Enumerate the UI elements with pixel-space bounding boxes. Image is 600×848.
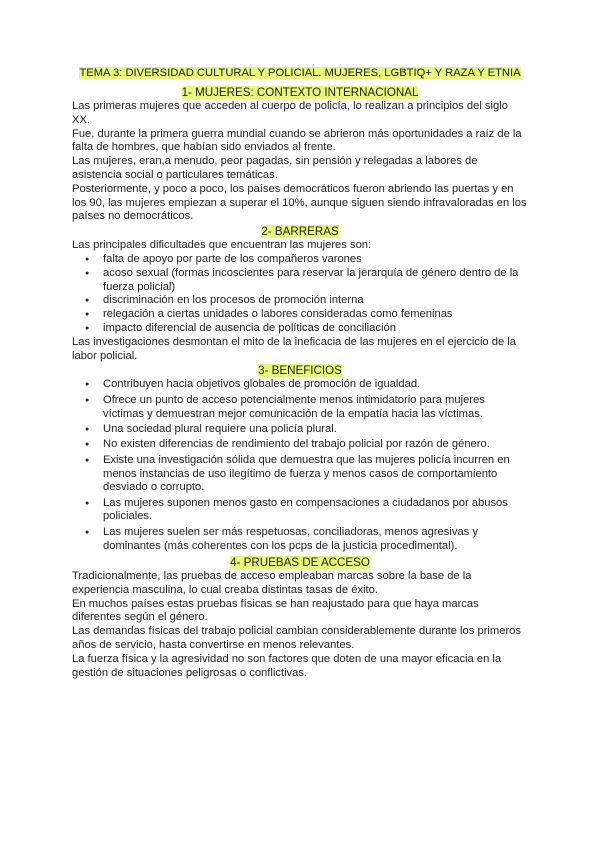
list-item: ● falta de apoyo por parte de los compañeros varones [92,253,528,267]
paragraph: Las demandas físicas del trabajo policial cambian considerablemente durante los primeros años de servicio, hasta convertirse en menos relevantes. [72,625,521,652]
document-title [78,66,522,81]
list-item: ● Las mujeres suelen ser más respetuosas, conciliadoras, menos agresivas y dominantes (más coherentes con los pcps de la justicia procedimental). [92,526,528,554]
section-4-heading: 4- PRUEBAS DE ACCESO [230,556,370,570]
paragraph: En muchos países estas pruebas físicas se han reajustado para que haya marcas diferentes según el género. [72,597,479,624]
section-heading [72,555,528,570]
section-3-heading: 3- BENEFICIOS [258,364,342,378]
list-item: ● relegación a ciertas unidades o labores consideradas como femeninas [92,308,528,322]
list-item: ● No existen diferencias de rendimiento del trabajo policial por razón de género. [92,438,528,452]
list-item: ● Existe una investigación sólida que demuestra que las mujeres policía incurren en menos instancias de uso ilegítimo de fuerza y menos casos de comportamiento desviado o corrupto. [92,454,528,495]
title-text: TEMA 3: DIVERSIDAD CULTURAL Y POLICIAL. MUJERES, LGBTIQ+ Y RAZA Y ETNIA [79,67,521,79]
list-item: ● discriminación en los procesos de promoción interna [92,294,528,308]
section-2-heading: 2- BARRERAS [261,225,339,239]
barreras-list [72,253,528,336]
section-heading [72,85,528,100]
section-mujeres [72,85,528,224]
section-heading [72,363,528,378]
list-item: ● Ofrece un punto de acceso potencialmente menos intimidatorio para mujeres víctimas y demuestran mejor comunicación de la empatía hacia las víctimas. [92,394,528,422]
paragraph: Tradicionalmente, las pruebas de acceso empleaban marcas sobre la base de la experiencia masculina, lo cual creaba distintas tasas de éxito. [72,570,472,596]
section-barreras [72,224,528,363]
paragraph: Posteriormente, y poco a poco, los países democráticos fueron abriendo las puertas y en los 90, las mujeres empiezan a superar el 10%, aunque siguen siendo infravaloradas en los países no democráticos. [72,182,527,223]
paragraph: Fue, durante la primera guerra mundial cuando se abrieron más oportunidades a raíz de la falta de hombres, que habían sido enviados al frente. [72,127,522,154]
list-item: ● Una sociedad plural requiere una policía plural. [92,423,528,437]
section-1-heading: 1- MUJERES: CONTEXTO INTERNACIONAL [181,86,419,99]
list-item: ● impacto diferencial de ausencia de políticas de conciliación [92,322,528,336]
list-item: ● acoso sexual (formas incoscientes para reservar la jerarquía de género dentro de la fuerza policial) [92,267,528,295]
list-item: ● Contribuyen hacia objetivos globales de promoción de igualdad. [92,378,528,392]
list-item: ● Las mujeres suponen menos gasto en compensaciones a ciudadanos por abusos policiales. [92,497,528,525]
section-heading [72,224,528,239]
beneficios-list [72,378,528,553]
paragraph: La fuerza física y la agresividad no son factores que doten de una mayor eficacia en la gestión de situaciones peligrosas o conflictivas. [72,652,502,679]
section-beneficios [72,363,528,553]
paragraph: Las primeras mujeres que acceden al cuerpo de policía, lo realizan a principios del siglo XX. [72,100,508,126]
section-pruebas-acceso [72,555,528,680]
paragraph: Las mujeres, eran,a menudo, peor pagadas, sin pensión y relegadas a labores de asistencia social o particulares temáticas. [72,155,478,181]
paragraph: Las investigaciones desmontan el mito de la ineficacia de las mujeres en el ejercicio de la labor policial. [72,335,517,362]
paragraph: Las principales dificultades que encuentran las mujeres son: [72,239,372,252]
